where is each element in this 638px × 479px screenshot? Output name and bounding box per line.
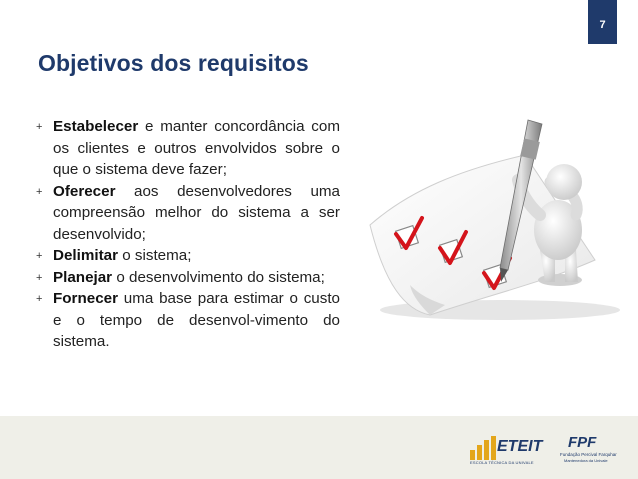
bullet-marker-icon: + xyxy=(36,293,43,305)
slide-title: Objetivos dos requisitos xyxy=(38,50,309,76)
bullet-marker-icon: + xyxy=(36,271,43,284)
list-item-keyword: Fornecer xyxy=(53,290,118,307)
list-item-keyword: Delimitar xyxy=(53,247,118,264)
bullet-marker-icon: + xyxy=(36,185,43,198)
list-item xyxy=(36,288,340,353)
list-item xyxy=(36,267,340,289)
list-item-keyword: Oferecer xyxy=(53,182,116,200)
list-item xyxy=(36,181,340,246)
list-item-text: e manter concordância com os clientes e outros envolvidos sobre o que o sistema deve fazer; xyxy=(53,118,340,178)
page-number: 7 xyxy=(599,19,606,31)
eteit-logo-text: ETEIT xyxy=(497,438,543,455)
list-item-text: o sistema; xyxy=(118,247,192,264)
list-item-keyword: Planejar xyxy=(53,268,113,286)
fpf-logo xyxy=(560,432,626,466)
checklist-illustration xyxy=(350,110,630,325)
list-item-keyword: Estabelecer xyxy=(53,118,139,135)
list-item xyxy=(36,116,340,181)
fpf-logo-subtext: Fundação Percival Farquhar xyxy=(560,452,617,457)
objectives-list xyxy=(36,116,340,353)
bullet-marker-icon: + xyxy=(36,121,43,133)
fpf-logo-text: FPF xyxy=(568,434,597,451)
eteit-logo xyxy=(470,432,562,466)
list-item-text: uma base para estimar o custo e o tempo de desenvol-vimento do sistema. xyxy=(53,290,340,350)
eteit-logo-subtext: ESCOLA TÉCNICA DA UNIVALE xyxy=(470,460,534,465)
fpf-logo-subtext-2: Mantenedora da Univale xyxy=(564,458,608,463)
bullet-marker-icon: + xyxy=(36,250,43,262)
list-item xyxy=(36,245,340,267)
bar-chart-logo-icon xyxy=(470,436,496,460)
page-number-badge xyxy=(588,0,617,44)
list-item-text: aos desenvolvedores uma compreensão melhor do sistema a ser desenvolvido; xyxy=(53,182,340,243)
list-item-text: o desenvolvimento do sistema; xyxy=(112,268,325,286)
